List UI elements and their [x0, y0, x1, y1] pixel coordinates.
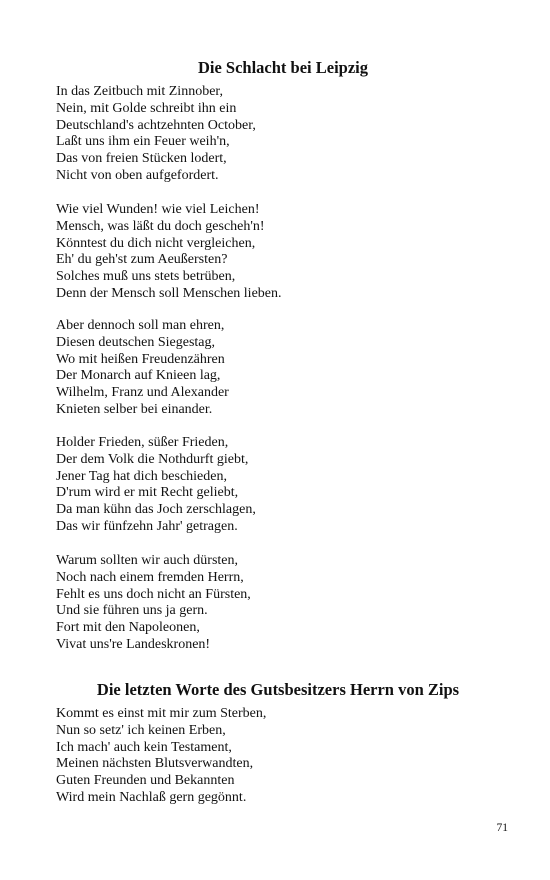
verse-line: Und sie führen uns ja gern. — [56, 603, 208, 619]
verse-line: Noch nach einem fremden Herrn, — [56, 569, 244, 585]
verse-line: Mensch, was läßt du doch gescheh'n! — [56, 218, 265, 234]
stanza — [56, 202, 282, 303]
verse-line: Nun so setz' ich keinen Erben, — [56, 722, 226, 738]
verse-line: D'rum wird er mit Recht geliebt, — [56, 485, 239, 501]
verse-line: Denn der Mensch soll Menschen lieben. — [56, 285, 282, 301]
verse-line: Ich mach' auch kein Testament, — [56, 739, 232, 755]
verse-line: Jener Tag hat dich beschieden, — [56, 468, 227, 484]
stanza — [56, 318, 229, 419]
verse-line: Das von freien Stücken lodert, — [56, 151, 227, 167]
verse-line: Vivat uns're Landeskronen! — [56, 636, 211, 652]
verse-line: Nicht von oben aufgefordert. — [56, 167, 219, 183]
stanza — [56, 553, 251, 654]
verse-line: Deutschland's achtzehnten October, — [56, 117, 256, 133]
poem-title: Die Schlacht bei Leipzig — [197, 58, 369, 77]
stanza — [56, 435, 256, 536]
verse-line: Nein, mit Golde schreibt ihn ein — [56, 100, 237, 116]
verse-line: In das Zeitbuch mit Zinnober, — [56, 84, 224, 99]
verse-line: Könntest du dich nicht vergleichen, — [56, 235, 256, 251]
verse-line: Knieten selber bei einander. — [56, 401, 213, 417]
verse-line: Fort mit den Napoleonen, — [56, 620, 200, 636]
poem-title: Die letzten Worte des Gutsbesitzers Herrn von Zips — [96, 680, 460, 699]
verse-line: Meinen nächsten Blutsverwandten, — [56, 756, 254, 772]
verse-line: Eh' du geh'st zum Aeußersten? — [56, 252, 228, 268]
verse-line: Laßt uns ihm ein Feuer weih'n, — [56, 134, 230, 150]
verse-line: Wo mit heißen Freudenzähren — [56, 351, 225, 367]
stanza — [56, 84, 256, 185]
verse-line: Wilhelm, Franz und Alexander — [56, 385, 229, 401]
verse-line: Holder Frieden, süßer Frieden, — [56, 435, 229, 450]
verse-line: Das wir fünfzehn Jahr' getragen. — [56, 518, 238, 534]
verse-line: Warum sollten wir auch dürsten, — [56, 553, 238, 568]
verse-line: Diesen deutschen Siegestag, — [56, 334, 216, 350]
verse-line: Aber dennoch soll man ehren, — [56, 318, 225, 333]
verse-line: Solches muß uns stets betrüben, — [56, 269, 236, 285]
verse-line: Da man kühn das Joch zerschlagen, — [56, 502, 256, 518]
page-number: 71 — [496, 822, 508, 834]
verse-line: Fehlt es uns doch nicht an Fürsten, — [56, 586, 251, 602]
verse-line: Kommt es einst mit mir zum Sterben, — [56, 706, 267, 721]
verse-line: Guten Freunden und Bekannten — [56, 773, 235, 789]
verse-line: Der dem Volk die Nothdurft giebt, — [56, 451, 249, 467]
stanza — [56, 706, 266, 807]
verse-line: Wird mein Nachlaß gern gegönnt. — [56, 789, 247, 805]
verse-line: Wie viel Wunden! wie viel Leichen! — [56, 202, 260, 217]
verse-line: Der Monarch auf Knieen lag, — [56, 368, 221, 384]
